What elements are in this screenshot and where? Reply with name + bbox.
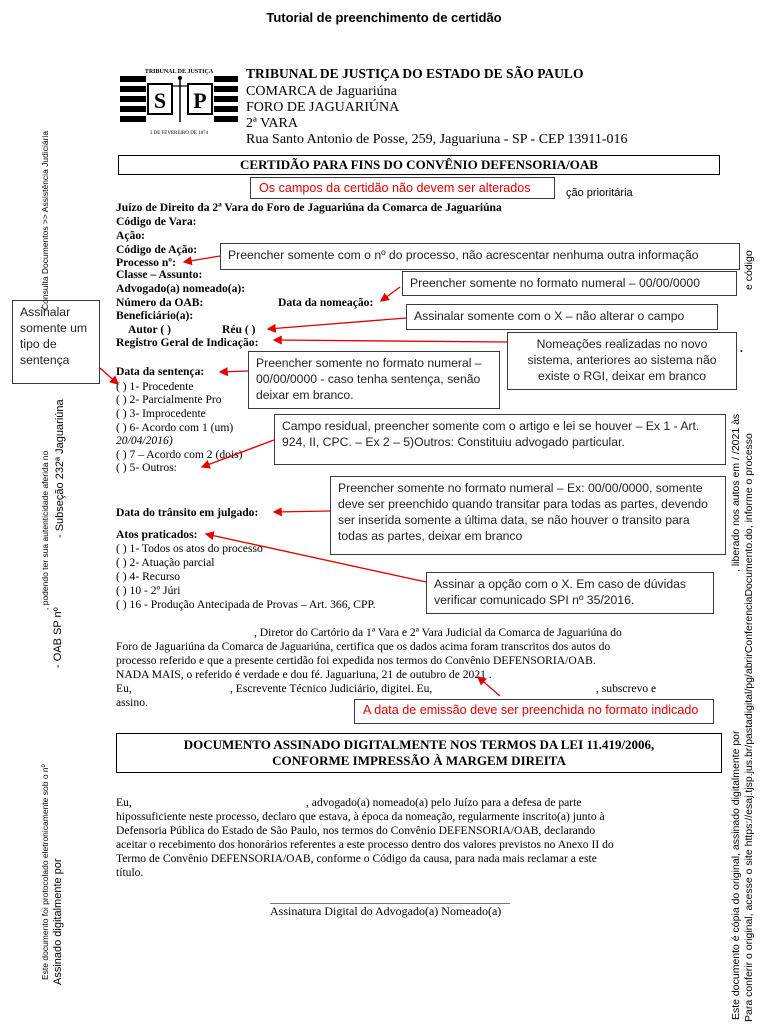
cert-line-4: NADA MAIS, o referido é verdade e dou fé. Jaguariuna, 21 de outubro de 2021 . bbox=[116, 668, 492, 681]
note-emissao: A data de emissão deve ser preenchida no formato indicado bbox=[354, 699, 714, 724]
beneficiario-field: Beneficiário(a): bbox=[116, 309, 194, 322]
note-autor-reu: Assinalar somente com o X – não alterar o campo bbox=[406, 304, 718, 330]
sentenca-option: ( ) 1- Procedente bbox=[116, 380, 194, 393]
logo-top-text: TRIBUNAL DE JUSTIÇA bbox=[144, 69, 214, 75]
arrow-nomeacao bbox=[381, 287, 400, 301]
margin-left-1: Este documento foi protocolado eletronicamente sob o nº bbox=[40, 764, 50, 980]
margin-left-4: - Subseção 232ª Jaguariúna bbox=[54, 399, 66, 538]
atos-option: ( ) 4- Recurso bbox=[116, 570, 181, 583]
cert-line-5a: Eu, bbox=[116, 682, 132, 695]
comarca-name: COMARCA de Jaguariúna bbox=[246, 84, 397, 99]
cert-line-5b: , Escrevente Técnico Judiciário, digitei. Eu, bbox=[230, 682, 433, 695]
sentenca-option: ( ) 6- Acordo com 1 (um) bbox=[116, 421, 234, 434]
data-transito-field: Data do trânsito em julgado: bbox=[116, 506, 259, 519]
cert-line-3: processo referido e que a presente certidão foi expedida nos termos do Convênio DEFENSORIA/OAB. bbox=[116, 654, 596, 667]
decl-line-2: hipossuficiente neste processo, declaro que estava, à época da nomeação, regularmente inscrito(a) junto à bbox=[116, 810, 605, 823]
decl-line-6: título. bbox=[116, 866, 144, 879]
sentenca-option: ( ) 3- Improcedente bbox=[116, 407, 206, 420]
margin-right-4: e código bbox=[743, 250, 755, 290]
note-transito: Preencher somente no formato numeral – Ex: 00/00/0000, somente deve ser preenchido quando transitar para todas as partes, devendo ser inserida somente a última data, se não houver o transito para todas as partes, deixar em branco bbox=[330, 476, 726, 555]
arrow-sentenca-tipo bbox=[100, 368, 118, 384]
sentenca-option: ( ) 5- Outros: bbox=[116, 461, 177, 474]
arrow-outros bbox=[202, 440, 274, 467]
decl-line-1a: Eu, bbox=[116, 796, 132, 809]
acao-field: Ação: bbox=[116, 229, 145, 242]
atos-option: ( ) 1- Todos os atos do processo bbox=[116, 542, 263, 555]
note-nomeacao: Preencher somente no formato numeral – 00/00/0000 bbox=[402, 271, 737, 296]
note-atos: Assinar a opção com o X. Em caso de dúvidas verificar comunicado SPI nº 35/2016. bbox=[426, 572, 714, 614]
digital-notice-line-1: DOCUMENTO ASSINADO DIGITALMENTE NOS TERMOS DA LEI 11.419/2006, bbox=[183, 737, 655, 752]
rgi-field: Registro Geral de Indicação: bbox=[116, 336, 259, 349]
logo-left-letter: S bbox=[153, 88, 167, 113]
arrow-sentenca bbox=[220, 371, 248, 372]
vara-name: 2ª VARA bbox=[246, 116, 298, 131]
cert-line-1: , Diretor do Cartório da 1ª Vara e 2ª Vara Judicial da Comarca de Jaguariúna do bbox=[254, 626, 622, 639]
margin-left-3: , podendo ter sua autenticidade aferida no bbox=[40, 450, 50, 610]
codigo-vara-field: Código de Vara: bbox=[116, 215, 197, 228]
note-rgi: Nomeações realizadas no novo sistema, anteriores ao sistema não existe o RGI, deixar em branco bbox=[507, 332, 737, 390]
advogado-field: Advogado(a) nomeado(a): bbox=[116, 282, 246, 295]
autor-field: Autor ( ) bbox=[128, 323, 171, 336]
rgi-dot: . bbox=[740, 342, 743, 355]
margin-right-3: Para conferir o original, acesse o site https://esaj.tjsp.jus.br/pastadigital/pg/abrirConferenciaDocumento.do, informe o processo bbox=[743, 433, 755, 1022]
data-nomeacao-field: Data da nomeação: bbox=[278, 296, 374, 309]
margin-right-2: , liberado nos autos em / /2021 às bbox=[730, 413, 742, 572]
logo-right-letter: P bbox=[193, 88, 207, 113]
digital-notice-line-2: CONFORME IMPRESSÃO À MARGEM DIREITA bbox=[272, 753, 566, 768]
hidden-text-fragment: ção prioritária bbox=[566, 187, 633, 199]
page-title: Tutorial de preenchimento de certidão bbox=[266, 10, 502, 25]
note-no-alter: Os campos da certidão não devem ser alterados bbox=[250, 177, 555, 199]
margin-left-6: - OAB SP nº bbox=[52, 607, 64, 668]
note-data-sentenca: Preencher somente no formato numeral – 00/00/0000 - caso tenha sentença, senão deixar em branco. bbox=[248, 351, 500, 409]
margin-right-1: Este documento é cópia do original, assinado digitalmente por bbox=[730, 730, 742, 1020]
atos-option: ( ) 10 - 2º Júri bbox=[116, 584, 181, 597]
logo-date-text: 3 DE FEVEREIRO DE 1874 bbox=[149, 131, 209, 136]
cert-line-6: assino. bbox=[116, 696, 148, 709]
note-sentenca-tipo: Assinalar somente um tipo de sentença bbox=[12, 300, 100, 384]
sentenca-option-cont: 20/04/2016) bbox=[116, 434, 173, 447]
sentenca-option: ( ) 2- Parcialmente Pro bbox=[116, 393, 222, 406]
processo-field: Processo nº: bbox=[116, 256, 176, 269]
court-address: Rua Santo Antonio de Posse, 259, Jaguariuna - SP - CEP 13911-016 bbox=[246, 132, 628, 147]
classe-field: Classe – Assunto: bbox=[116, 268, 203, 281]
atos-option: ( ) 16 - Produção Antecipada de Provas – Art. 366, CPP. bbox=[116, 598, 376, 611]
margin-left-2: Assinado digitalmente por bbox=[52, 858, 64, 985]
reu-field: Réu ( ) bbox=[222, 323, 256, 336]
court-name: TRIBUNAL DE JUSTIÇA DO ESTADO DE SÃO PAULO bbox=[246, 66, 584, 81]
margin-left-5: Consulta Documentos >> Assistência Judiciária bbox=[40, 130, 50, 310]
codigo-acao-field: Código de Ação: bbox=[116, 243, 198, 256]
juizo-field: Juízo de Direito da 2ª Vara do Foro de Jaguariúna da Comarca de Jaguariúna bbox=[116, 201, 502, 214]
note-residual: Campo residual, preencher somente com o artigo e lei se houver – Ex 1 - Art. 924, II, CPC. – Ex 2 – 5)Outros: Constituiu advogado particular. bbox=[274, 414, 726, 465]
arrow-rgi bbox=[274, 340, 507, 342]
atos-praticados-field: Atos praticados: bbox=[116, 528, 198, 541]
data-sentenca-field: Data da sentença: bbox=[116, 365, 205, 378]
signature-label: Assinatura Digital do Advogado(a) Nomeado(a) bbox=[270, 904, 502, 918]
arrow-autor-reu bbox=[268, 318, 406, 329]
certificate-title: CERTIDÃO PARA FINS DO CONVÊNIO DEFENSORIA/OAB bbox=[118, 155, 720, 175]
sentenca-option: ( ) 7 – Acordo com 2 (dois) bbox=[116, 448, 243, 461]
numero-oab-field: Número da OAB: bbox=[116, 296, 204, 309]
decl-line-4: aceitar o recebimento dos honorários referentes a este processo dentro dos valores previstos no Anexo II do bbox=[116, 838, 614, 851]
arrow-emissao bbox=[478, 677, 500, 696]
atos-option: ( ) 2- Atuação parcial bbox=[116, 556, 215, 569]
cert-line-5c: , subscrevo e bbox=[596, 682, 657, 695]
decl-line-5: Termo de Convênio DEFENSORIA/OAB, conforme o Código da causa, para nada mais reclamar a este bbox=[116, 852, 597, 865]
decl-line-1b: , advogado(a) nomeado(a) pelo Juízo para a defesa de parte bbox=[306, 796, 582, 809]
cert-line-2: Foro de Jaguariúna da Comarca de Jaguariúna, certifica que os dados acima foram transcritos dos autos do bbox=[116, 640, 611, 653]
decl-line-3: Defensoria Pública do Estado de São Paulo, nos termos do Convênio DEFENSORIA/OAB, declarando bbox=[116, 824, 596, 837]
arrow-transito bbox=[274, 511, 330, 512]
foro-name: FORO DE JAGUARIÚNA bbox=[246, 100, 400, 115]
note-processo: Preencher somente com o nº do processo, não acrescentar nenhuma outra informação bbox=[220, 243, 740, 270]
